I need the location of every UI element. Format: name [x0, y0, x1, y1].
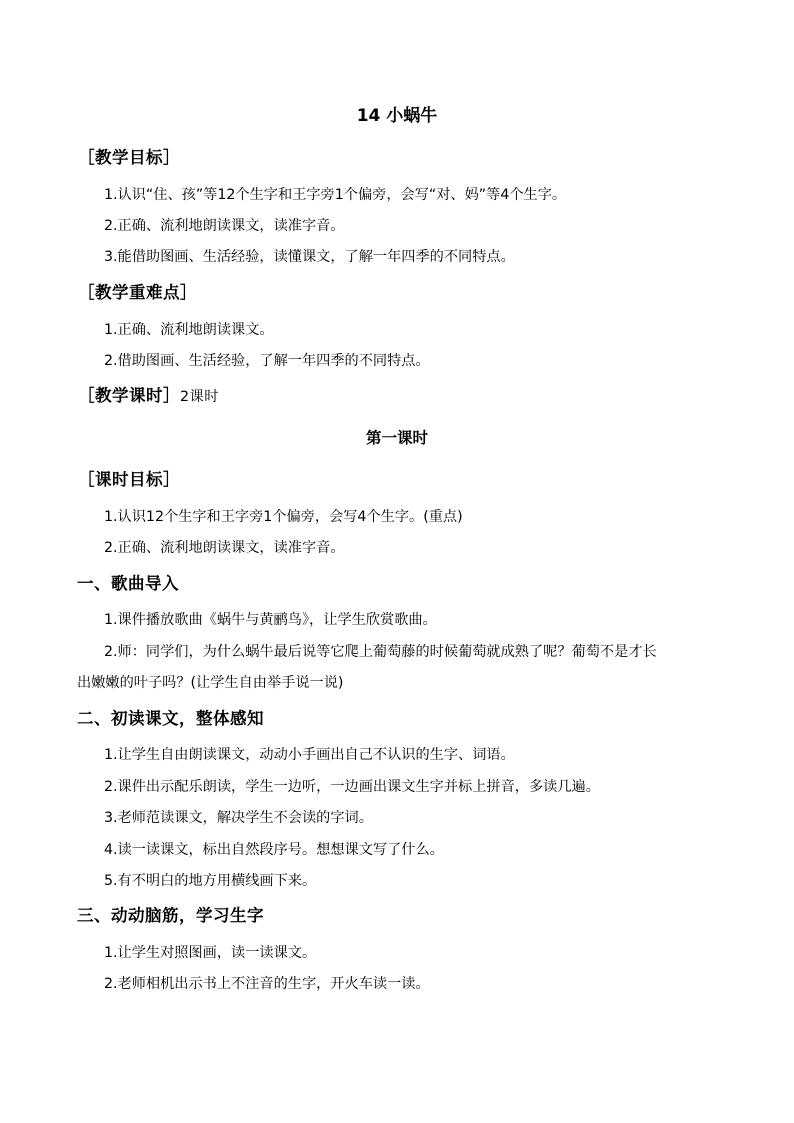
section-2-item-1: 1.让学生自由朗读课文，动动小手画出自己不认识的生字、词语。: [104, 747, 515, 763]
keypoints-heading: ［教学重难点］: [78, 283, 197, 302]
goal-item-2: 2.正确、流利地朗读课文，读准字音。: [104, 218, 345, 234]
lesson-goal-item-2: 2.正确、流利地朗读课文，读准字音。: [104, 540, 345, 556]
section-3-heading: 三、动动脑筋，学习生字: [77, 906, 264, 925]
section-1-heading: 一、歌曲导入: [77, 574, 179, 593]
section-1-item-1: 1.课件播放歌曲《蜗牛与黄鹂鸟》，让学生欣赏歌曲。: [104, 612, 437, 628]
section-1-item-2-cont: 出嫩嫩的叶子吗？(让学生自由举手说一说): [77, 675, 344, 691]
section-2-heading: 二、初读课文，整体感知: [77, 709, 264, 728]
section-1-item-2: 2.师：同学们，为什么蜗牛最后说等它爬上葡萄藤的时候葡萄就成熟了呢？葡萄不是才长: [104, 644, 657, 660]
hours-value: 2课时: [180, 389, 219, 405]
lesson-goal-item-1: 1.认识12个生字和王字旁1个偏旁，会写4个生字。(重点): [104, 509, 463, 525]
goal-item-3: 3.能借助图画、生活经验，读懂课文，了解一年四季的不同特点。: [104, 249, 515, 265]
section-2-item-2: 2.课件出示配乐朗读，学生一边听，一边画出课文生字并标上拼音，多读几遍。: [104, 779, 600, 795]
goals-heading: ［教学目标］: [78, 148, 180, 167]
hours-line: [78, 388, 219, 405]
lesson-goals-heading: ［课时目标］: [78, 470, 180, 489]
lesson-title: 第一课时: [365, 429, 428, 447]
section-2-item-5: 5.有不明白的地方用横线画下来。: [104, 873, 317, 889]
section-2-item-3: 3.老师范读课文，解决学生不会读的字词。: [104, 810, 373, 826]
goal-item-1: 1.认识“住、孩”等12个生字和王字旁1个偏旁，会写“对、妈”等4个生字。: [104, 187, 567, 203]
keypoint-item-1: 1.正确、流利地朗读课文。: [104, 322, 274, 338]
keypoint-item-2: 2.借助图画、生活经验，了解一年四季的不同特点。: [104, 353, 430, 369]
section-3-item-2: 2.老师相机出示书上不注音的生字，开火车读一读。: [104, 976, 430, 992]
section-2-item-4: 4.读一读课文，标出自然段序号。想想课文写了什么。: [104, 842, 444, 858]
hours-heading: ［教学课时］: [78, 386, 180, 405]
section-3-item-1: 1.让学生对照图画，读一读课文。: [104, 945, 317, 961]
document-title: 14 小蜗牛: [356, 106, 438, 126]
